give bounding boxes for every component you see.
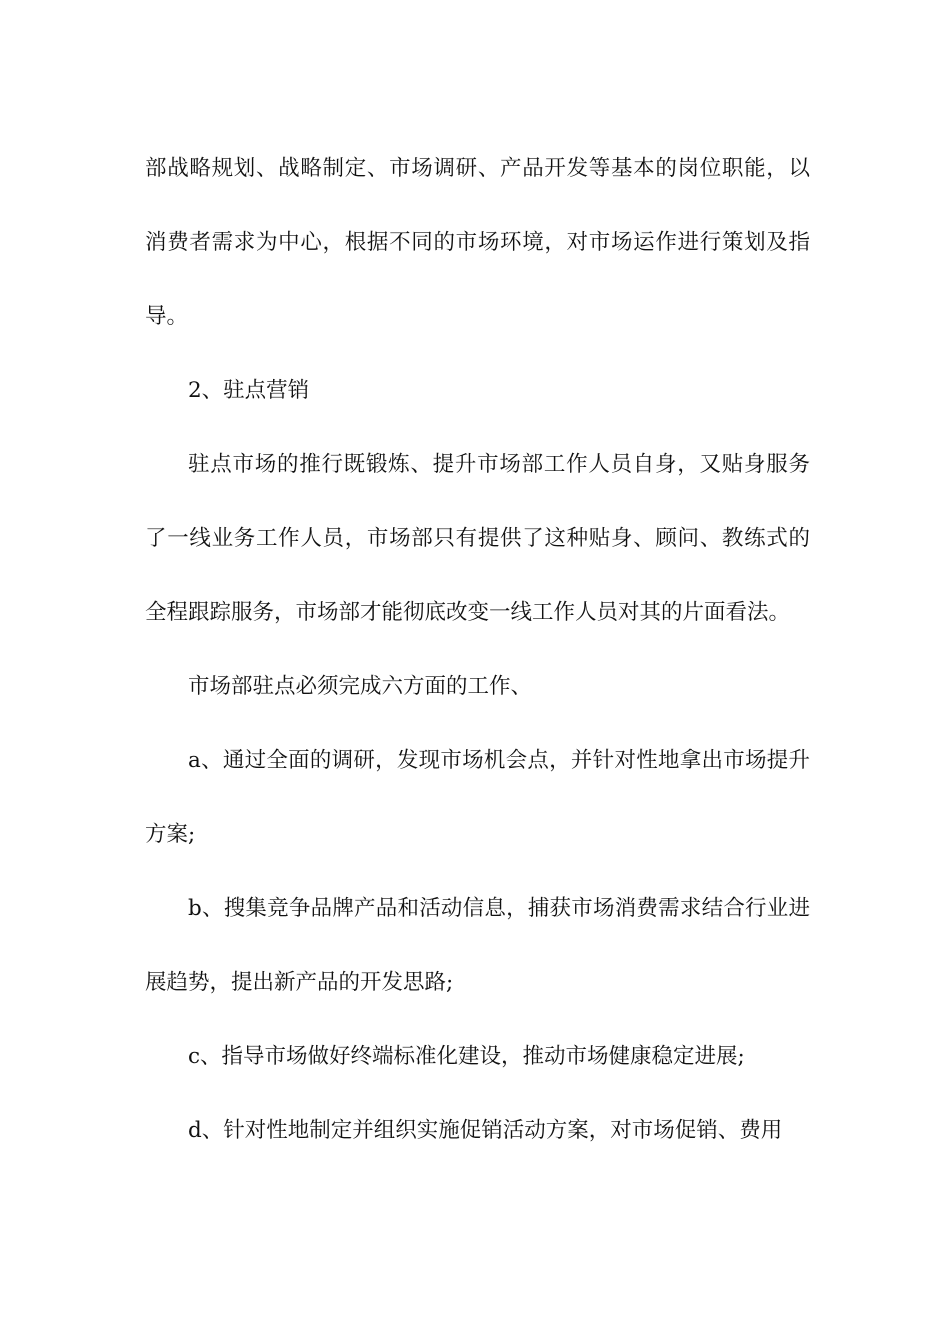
list-item-c: c、指导市场做好终端标准化建设，推动市场健康稳定进展; bbox=[188, 1044, 745, 1069]
list-item-b: b、搜集竞争品牌产品和活动信息，捕获市场消费需求结合行业进展趋势，提出新产品的开发思路; bbox=[145, 896, 810, 995]
document-body bbox=[145, 132, 810, 1168]
list-item-d: d、针对性地制定并组织实施促销活动方案，对市场促销、费用 bbox=[188, 1118, 783, 1143]
list-item-a: a、通过全面的调研，发现市场机会点，并针对性地拿出市场提升方案; bbox=[145, 748, 810, 847]
section-heading-stationed-marketing: 2、驻点营销 bbox=[188, 378, 310, 403]
paragraph-six-tasks-intro: 市场部驻点必须完成六方面的工作、 bbox=[188, 674, 533, 699]
paragraph-stationed-market: 驻点市场的推行既锻炼、提升市场部工作人员自身，又贴身服务了一线业务工作人员，市场部只有提供了这种贴身、顾问、教练式的全程跟踪服务，市场部才能彻底改变一线工作人员对其的片面看法。 bbox=[145, 452, 810, 625]
paragraph-continuation: 部战略规划、战略制定、市场调研、产品开发等基本的岗位职能，以消费者需求为中心，根据不同的市场环境，对市场运作进行策划及指导。 bbox=[145, 156, 810, 329]
